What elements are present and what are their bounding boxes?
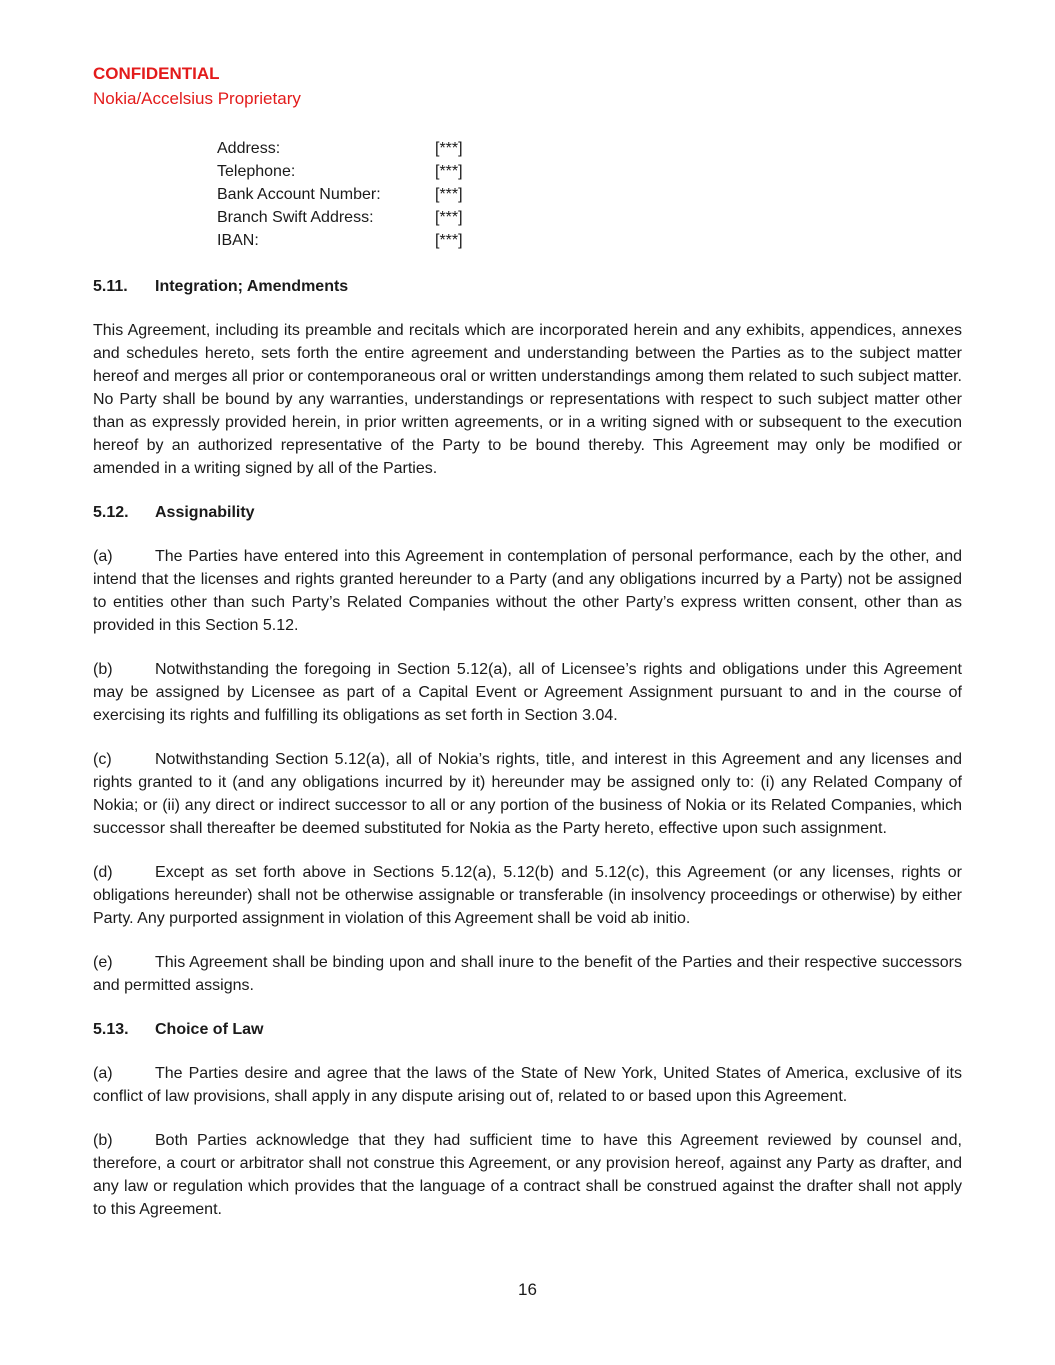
proprietary-label: Nokia/Accelsius Proprietary: [93, 89, 301, 108]
bank-label: Telephone:: [217, 163, 296, 180]
bank-value: [***]: [435, 209, 463, 226]
clause-label: (a): [93, 1065, 113, 1082]
section-5-11-body: This Agreement, including its preamble and recitals which are incorporated herein and any exhibits, appendices, annexes and schedules hereto, sets forth the entire agreement and understanding between the Parties as to the subject matter hereof and merges all prior or contemporaneous oral or written understandings among them related to such subject matter. No Party shall be bound by any warranties, understandings or representations with respect to such subject matter other than as expressly provided herein, in prior written agreements, or in a writing signed with or subsequent to the execution hereof by an authorized representative of the Party to be bound thereby. This Agreement may only be modified or amended in a writing signed by all of the Parties.: [93, 322, 962, 477]
clause-text: Notwithstanding the foregoing in Section 5.12(a), all of Licensee’s rights and obligations under this Agreement may be assigned by Licensee as part of a Capital Event or Agreement Assignment pursuant to and in the course of exercising its rights and fulfilling its obligations as set forth in Section 3.04.: [93, 661, 962, 724]
section-title: Integration; Amendments: [155, 278, 349, 295]
bank-label: IBAN:: [217, 232, 259, 249]
clause-text: This Agreement shall be binding upon and shall inure to the benefit of the Parties and their respective successors and permitted assigns.: [93, 954, 962, 994]
bank-label: Bank Account Number:: [217, 186, 381, 203]
clause-text: Except as set forth above in Sections 5.12(a), 5.12(b) and 5.12(c), this Agreement (or any licenses, rights or obligations hereunder) shall not be otherwise assignable or transferable (in insolvency proceedings or otherwise) by either Party. Any purported assignment in violation of this Agreement shall be void ab initio.: [93, 864, 962, 927]
section-heading-5-11: [93, 275, 962, 298]
bank-value: [***]: [435, 186, 463, 203]
clause-5-12-e: [93, 951, 962, 997]
clause-5-12-d: [93, 861, 962, 930]
clause-5-12-a: [93, 545, 962, 637]
bank-row: [217, 206, 463, 229]
section-title: Choice of Law: [155, 1021, 264, 1038]
confidential-label: CONFIDENTIAL: [93, 64, 220, 83]
bank-details: [217, 137, 463, 252]
page-number: 16: [518, 1280, 537, 1299]
clause-5-13-b: [93, 1129, 962, 1221]
bank-row: [217, 137, 463, 160]
clause-label: (b): [93, 1132, 113, 1149]
clause-5-13-a: [93, 1062, 962, 1108]
clause-5-12-c: [93, 748, 962, 840]
clause-text: Notwithstanding Section 5.12(a), all of Nokia’s rights, title, and interest in this Agreement and any licenses and rights granted to it (and any obligations incurred by it) hereunder may be assigned only to: (i) any Related Company of Nokia; or (ii) any direct or indirect successor to all or any portion of the business of Nokia or its Related Companies, which successor shall thereafter be deemed substituted for Nokia as the Party hereto, effective upon such assignment.: [93, 751, 962, 837]
clause-label: (b): [93, 661, 113, 678]
section-heading-5-13: [93, 1018, 962, 1041]
section-number: 5.11.: [93, 278, 128, 295]
clause-label: (d): [93, 864, 113, 881]
bank-row: [217, 183, 463, 206]
bank-value: [***]: [435, 140, 463, 157]
clause-text: The Parties desire and agree that the laws of the State of New York, United States of America, exclusive of its conflict of law provisions, shall apply in any dispute arising out of, related to or based upon this Agreement.: [93, 1065, 962, 1105]
section-number: 5.13.: [93, 1021, 129, 1038]
clause-5-12-b: [93, 658, 962, 727]
section-heading-5-12: [93, 501, 962, 524]
bank-row: [217, 229, 463, 252]
section-title: Assignability: [155, 504, 255, 521]
clause-label: (e): [93, 954, 113, 971]
bank-value: [***]: [435, 163, 463, 180]
bank-label: Address:: [217, 140, 281, 157]
bank-row: [217, 160, 463, 183]
bank-label: Branch Swift Address:: [217, 209, 374, 226]
clause-label: (c): [93, 751, 112, 768]
clause-text: The Parties have entered into this Agreement in contemplation of personal performance, each by the other, and intend that the licenses and rights granted hereunder to a Party (and any obligations incurred by a Party) not be assigned to entities other than such Party’s Related Companies without the other Party’s express written consent, other than as provided in this Section 5.12.: [93, 548, 962, 634]
clause-text: Both Parties acknowledge that they had sufficient time to have this Agreement reviewed by counsel and, therefore, a court or arbitrator shall not construe this Agreement, or any provision hereof, against any Party as drafter, and any law or regulation which provides that the language of a contract shall be construed against the drafter shall not apply to this Agreement.: [93, 1132, 962, 1218]
bank-value: [***]: [435, 232, 463, 249]
section-number: 5.12.: [93, 504, 129, 521]
clause-label: (a): [93, 548, 113, 565]
document-body: [93, 275, 962, 1242]
